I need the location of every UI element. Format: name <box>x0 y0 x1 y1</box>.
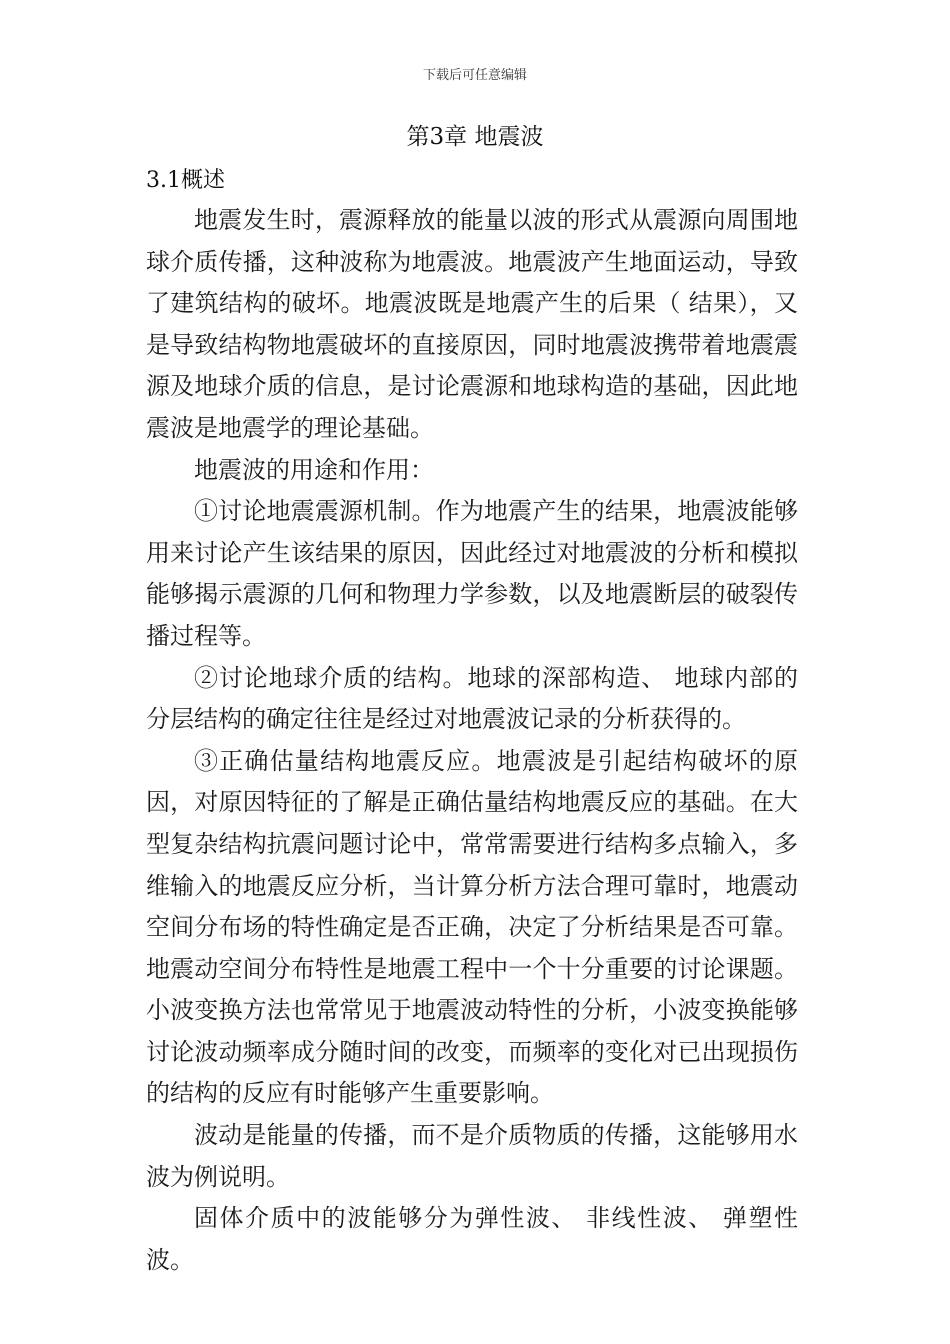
body-text <box>146 200 798 1281</box>
paragraph-item-2: ②讨论地球介质的结构。地球的深部构造、 地球内部的分层结构的确定往往是经过对地震波记录的分析获得的。 <box>146 663 798 734</box>
paragraph-wave-types: 固体介质中的波能够分为弹性波、 非线性波、 弹塑性波。 <box>146 1204 798 1274</box>
paragraph-uses-heading: 地震波的用途和作用： <box>194 455 434 484</box>
header-note: 下载后可任意编辑 <box>422 68 527 83</box>
section-title: 3.1概述 <box>146 168 225 193</box>
paragraph-item-3: ③正确估量结构地震反应。地震波是引起结构破坏的原因，对原因特征的了解是正确估量结构地震反应的基础。在大型复杂结构抗震问题讨论中，常常需要进行结构多点输入，多维输入的地震反应分析，当计算分析方法合理可靠时，地震动空间分布场的特性确定是否正确，决定了分析结果是否可靠。地震动空间分布特性是地震工程中一个十分重要的讨论课题。小波变换方法也常常见于地震波动特性的分析，小波变换能够讨论波动频率成分随时间的改变，而频率的变化对已出现损伤的结构的反应有时能够产生重要影响。 <box>146 746 798 1108</box>
chapter-title: 第3章 地震波 <box>406 124 544 150</box>
paragraph-wave-energy: 波动是能量的传播，而不是介质物质的传播，这能够用水波为例说明。 <box>146 1121 798 1191</box>
paragraph-intro: 地震发生时，震源释放的能量以波的形式从震源向周围地球介质传播，这种波称为地震波。地震波产生地面运动，导致了建筑结构的破坏。地震波既是地震产生的后果（ 结果），又是导致结构物地震破坏的直接原因，同时地震波携带着地震震源及地球介质的信息，是讨论震源和地球构造的基础，因此地震波是地震学的理论基础。 <box>146 206 798 442</box>
paragraph-item-1: ①讨论地震震源机制。作为地震产生的结果，地震波能够用来讨论产生该结果的原因，因此经过对地震波的分析和模拟能够揭示震源的几何和物理力学参数，以及地震断层的破裂传播过程等。 <box>146 497 798 650</box>
